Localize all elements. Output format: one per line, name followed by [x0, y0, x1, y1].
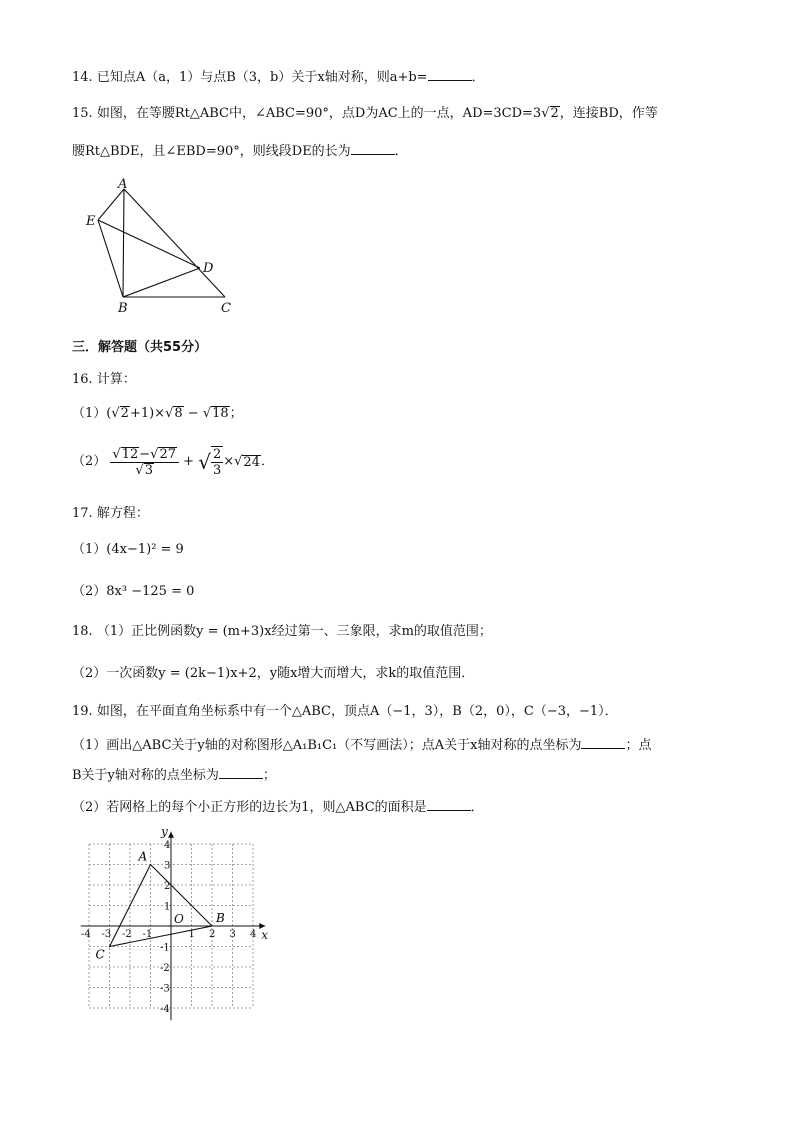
q15-end: ．	[394, 144, 408, 159]
x-tick-label: 1	[188, 929, 195, 940]
q19-part-1-line2	[72, 764, 276, 786]
sqrt-sign: √	[111, 406, 120, 421]
q18-number: 18.	[72, 624, 93, 639]
label-B: B	[118, 301, 128, 316]
q16-p2-num-radicand-2: 27	[159, 446, 177, 462]
sqrt-sign: √	[150, 446, 159, 462]
q16-number: 16.	[72, 372, 93, 387]
q16-part-2	[72, 446, 274, 478]
q15-text-line2: 腰Rt△BDE，且∠EBD=90°，则线段DE的长为	[72, 144, 351, 159]
q14-number: 14.	[72, 70, 93, 85]
q19-p1-end: ；	[262, 768, 276, 783]
x-tick-label: -3	[101, 929, 112, 940]
q16-p1-end: ；	[229, 406, 243, 421]
q18-p1-text: （1）正比例函数y = (m+3)x经过第一、三象限，求m的取值范围；	[96, 624, 492, 639]
q14-text: 已知点A（a，1）与点B（3，b）关于x轴对称，则a+b=	[96, 70, 428, 85]
question-18-part-2	[72, 664, 474, 684]
segment-EB	[98, 220, 123, 297]
q17-number: 17.	[72, 506, 93, 521]
q19-p1-text-c: B关于y轴对称的点坐标为	[72, 768, 219, 783]
vertex-label-B: B	[216, 911, 225, 925]
sqrt-sign: √	[202, 406, 212, 421]
q19-part-1-line1	[72, 734, 652, 756]
q16-p2-radicand-24: 24	[243, 454, 260, 470]
q19-intro-text: 如图，在平面直角坐标系中有一个△ABC，顶点A（−1，3），B（2，0），C（−3，−1）．	[96, 704, 618, 719]
x-tick-label: -2	[122, 929, 132, 940]
q16-p2-frac-den: 3	[212, 463, 222, 478]
q16-p1-radicand-1: 2	[120, 406, 129, 421]
y-tick-label: -4	[160, 1004, 170, 1015]
q16-p1-radicand-3: 18	[212, 406, 229, 421]
y-tick-label: 4	[164, 840, 171, 851]
question-18-part-1	[72, 622, 492, 642]
vertex-label-C: C	[95, 947, 105, 962]
q16-p2-den-radicand: 3	[144, 462, 153, 478]
segment-AC	[124, 189, 225, 297]
q15-answer-blank[interactable]	[351, 140, 395, 155]
vertex-label-A: A	[138, 849, 148, 864]
q16-p1-minus: −	[183, 406, 203, 421]
question-14	[72, 66, 485, 88]
q19-p2-end: ．	[470, 800, 484, 815]
q19-part-2	[72, 796, 484, 818]
q19-coordinate-grid	[70, 826, 280, 1026]
y-tick-label: 3	[164, 860, 171, 872]
q16-p2-plus: +	[179, 454, 199, 469]
q15-number: 15.	[72, 106, 93, 121]
q16-p1-radicand-2: 8	[174, 406, 183, 421]
q15-triangle-figure	[78, 176, 248, 321]
question-15-line1	[72, 104, 658, 124]
sqrt-sign: √	[165, 406, 174, 421]
q19-number: 19.	[72, 704, 93, 719]
q16-p2-num-minus: −	[139, 446, 151, 462]
q19-p1-text-a: （1）画出△ABC关于y轴的对称图形△A₁B₁C₁（不写画法）；点A关于x轴对称的点坐标为	[72, 738, 582, 753]
label-E: E	[86, 214, 96, 229]
q16-p1-label: （1）	[72, 406, 107, 421]
q15-radicand: 2	[550, 106, 559, 121]
x-tick-label: 3	[229, 929, 236, 940]
q16-p2-end: ．	[260, 454, 274, 469]
question-17-title	[72, 504, 149, 524]
q17-title: 解方程：	[96, 506, 149, 521]
q14-answer-blank[interactable]	[428, 66, 472, 81]
q17-p1-equation: (4x−1)² = 9	[106, 542, 184, 557]
q17-p1-label: （1）	[72, 542, 107, 557]
q14-end: ．	[471, 70, 485, 85]
q16-p2-fraction-1	[110, 447, 179, 478]
question-15-line2	[72, 140, 408, 162]
q17-part-2	[72, 582, 194, 602]
section-3-title: 三．解答题（共55分）	[72, 340, 208, 355]
x-tick-label: -4	[81, 929, 91, 940]
y-tick-label: -1	[160, 942, 170, 954]
q18-p2-text: （2）一次函数y = (2k−1)x+2，y随x增大而增大，求k的取值范围．	[72, 666, 475, 681]
q15-text-a: 如图，在等腰Rt△ABC中，∠ABC=90°，点D为AC上的一点，AD=3CD=3	[96, 106, 542, 121]
y-axis-arrow	[168, 832, 174, 838]
q16-p2-frac-num: 2	[212, 447, 222, 462]
segment-BD	[123, 268, 200, 297]
q19-p1-answer-blank-1[interactable]	[581, 734, 625, 749]
q19-p1-text-b: ；点	[625, 738, 652, 753]
q19-p2-answer-blank[interactable]	[427, 796, 471, 811]
y-tick-label: -3	[160, 983, 170, 995]
origin-label: O	[174, 912, 184, 926]
y-tick-label: -2	[160, 963, 170, 974]
tick-labels	[81, 826, 268, 1015]
sqrt-sign: √	[234, 454, 243, 469]
sqrt-sign-large: √	[198, 450, 211, 474]
q16-p2-num-radicand-1: 12	[121, 446, 139, 462]
sqrt-sign: √	[135, 462, 144, 478]
label-D: D	[203, 261, 214, 276]
q17-part-1	[72, 540, 184, 560]
sqrt-sign: √	[112, 446, 121, 462]
q15-text-b: ，连接BD，作等	[559, 106, 658, 121]
q16-p1-mid: +1)×	[129, 406, 166, 421]
q16-p1-open: (	[106, 406, 112, 421]
axes	[81, 832, 265, 1021]
q19-p1-answer-blank-2[interactable]	[219, 764, 263, 779]
q17-p2-label: （2）	[72, 584, 107, 599]
x-axis-label: x	[261, 928, 269, 942]
q16-part-1	[72, 404, 243, 424]
y-tick-label: 2	[164, 881, 171, 892]
segment-EA	[98, 189, 124, 220]
x-tick-label: 2	[209, 929, 216, 940]
q16-p2-fraction-2	[211, 446, 223, 478]
sqrt-sign: √	[541, 106, 550, 121]
q16-title: 计算：	[96, 372, 136, 387]
y-tick-label: 1	[164, 901, 171, 913]
q16-p2-label: （2）	[72, 454, 107, 469]
label-C: C	[221, 301, 231, 316]
q16-p2-times: ×	[223, 454, 235, 469]
question-19-intro	[72, 702, 618, 722]
question-16-title	[72, 370, 136, 390]
label-A: A	[118, 177, 128, 192]
segment-AB	[123, 189, 124, 297]
x-tick-label: -1	[142, 929, 153, 940]
q17-p2-equation: 8x³ −125 = 0	[106, 584, 195, 599]
x-tick-label: 4	[250, 929, 257, 940]
y-axis-label: y	[161, 826, 168, 839]
q19-p2-text: （2）若网格上的每个小正方形的边长为1，则△ABC的面积是	[72, 800, 427, 815]
segment-ED	[98, 220, 200, 268]
